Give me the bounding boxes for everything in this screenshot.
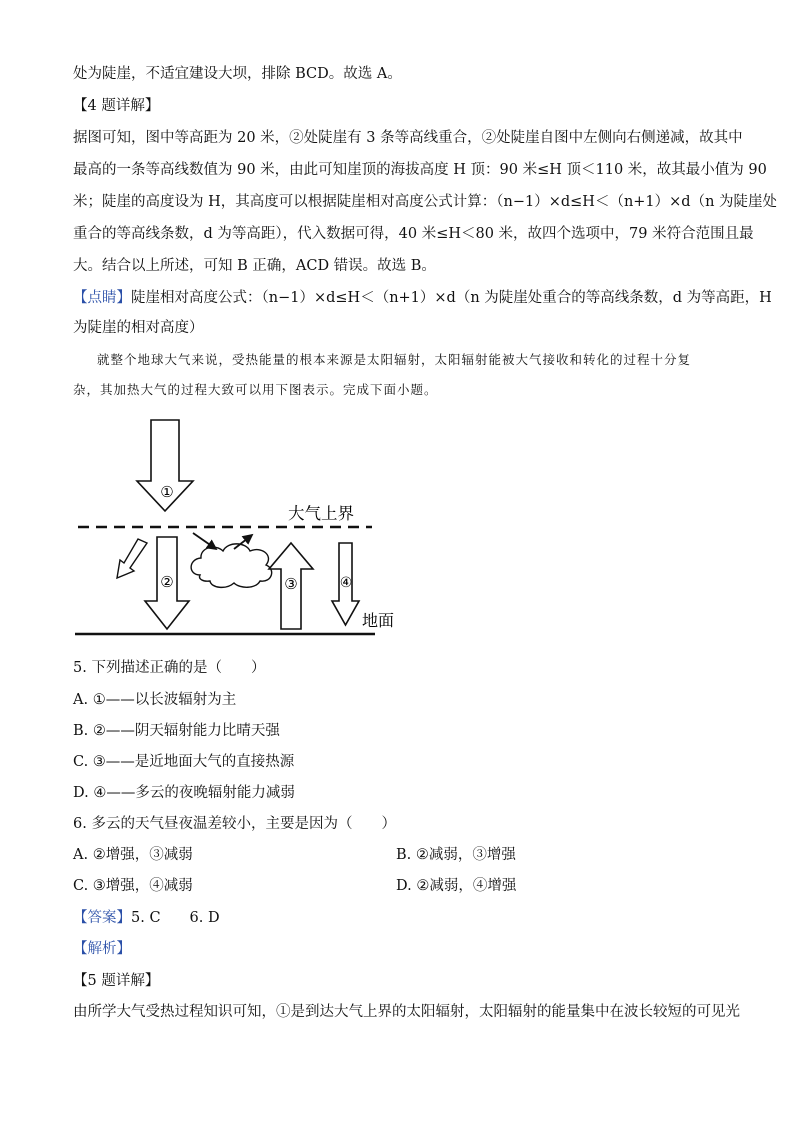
question-5-option-a: A. ①——以长波辐射为主 <box>73 692 237 708</box>
text-line: 米；陡崖的高度设为 H，其高度可以根据陡崖相对高度公式计算：（n−1）×d≤H＜（n+1）×d（n 为陡崖处 <box>73 194 778 210</box>
section-heading-q4: 【4 题详解】 <box>73 98 160 114</box>
atmosphere-top-label: 大气上界 <box>288 504 354 523</box>
question-6-stem: 6. 多云的天气昼夜温差较小，主要是因为（ ） <box>73 816 396 832</box>
text-line: 据图可知，图中等高距为 20 米，②处陡崖有 3 条等高线重合，②处陡崖自图中左侧向右侧递减，故其中 <box>73 130 743 146</box>
tip-text: 陡崖相对高度公式：（n−1）×d≤H＜（n+1）×d（n 为陡崖处重合的等高线条数，d 为等高距，H <box>131 290 772 306</box>
text-line: 大。结合以上所述，可知 B 正确，ACD 错误。故选 B。 <box>73 258 436 274</box>
cloud-shape <box>191 544 272 587</box>
reflected-radiation-arrow <box>117 539 147 578</box>
text-line: 重合的等高线条数，d 为等高距），代入数据可得，40 米≤H＜80 米，故四个选项中，79 米符合范围且最 <box>73 226 754 242</box>
text-line: 由所学大气受热过程知识可知，①是到达大气上界的太阳辐射，太阳辐射的能量集中在波长较短的可见光 <box>73 1004 740 1020</box>
text-line: 最高的一条等高线数值为 90 米，由此可知崖顶的海拔高度 H 顶：90 米≤H 顶＜110 米，故其最小值为 90 <box>73 162 767 178</box>
question-6-option-b: B. ②减弱，③增强 <box>396 847 516 863</box>
tip-line <box>73 282 772 314</box>
question-5-option-c: C. ③——是近地面大气的直接热源 <box>73 754 295 770</box>
answer-tag: 【答案】 <box>73 910 131 926</box>
ground-label: 地面 <box>362 611 395 630</box>
answer-line <box>73 903 220 933</box>
question-5-stem: 5. 下列描述正确的是（ ） <box>73 660 266 676</box>
arrow-3-label: ③ <box>284 575 298 593</box>
atmosphere-heating-diagram <box>70 415 410 645</box>
question-5-option-b: B. ②——阴天辐射能力比晴天强 <box>73 723 280 739</box>
text-line: 处为陡崖，不适宜建设大坝，排除 BCD。故选 A。 <box>73 66 402 82</box>
question-6-option-a: A. ②增强，③减弱 <box>73 847 193 863</box>
section-heading-q5: 【5 题详解】 <box>73 973 160 989</box>
arrow-2-label: ② <box>160 573 174 591</box>
arrow-4-label: ④ <box>339 575 353 591</box>
question-5-option-d: D. ④——多云的夜晚辐射能力减弱 <box>73 785 295 801</box>
question-6-option-d: D. ②减弱，④增强 <box>396 878 517 894</box>
analysis-tag <box>73 934 131 964</box>
answer-text: 5. C 6. D <box>131 910 220 926</box>
intro-line: 杂，其加热大气的过程大致可以用下图表示。完成下面小题。 <box>73 382 438 397</box>
tip-tag: 【点睛】 <box>73 290 131 306</box>
analysis-tag-text: 【解析】 <box>73 941 131 957</box>
cloud-absorption-arrow <box>193 533 216 549</box>
arrow-1-label: ① <box>160 483 174 501</box>
text-line: 为陡崖的相对高度） <box>73 320 204 336</box>
question-6-option-c: C. ③增强，④减弱 <box>73 878 193 894</box>
intro-line: 就整个地球大气来说，受热能量的根本来源是太阳辐射，太阳辐射能被大气接收和转化的过程十分复 <box>97 352 692 367</box>
